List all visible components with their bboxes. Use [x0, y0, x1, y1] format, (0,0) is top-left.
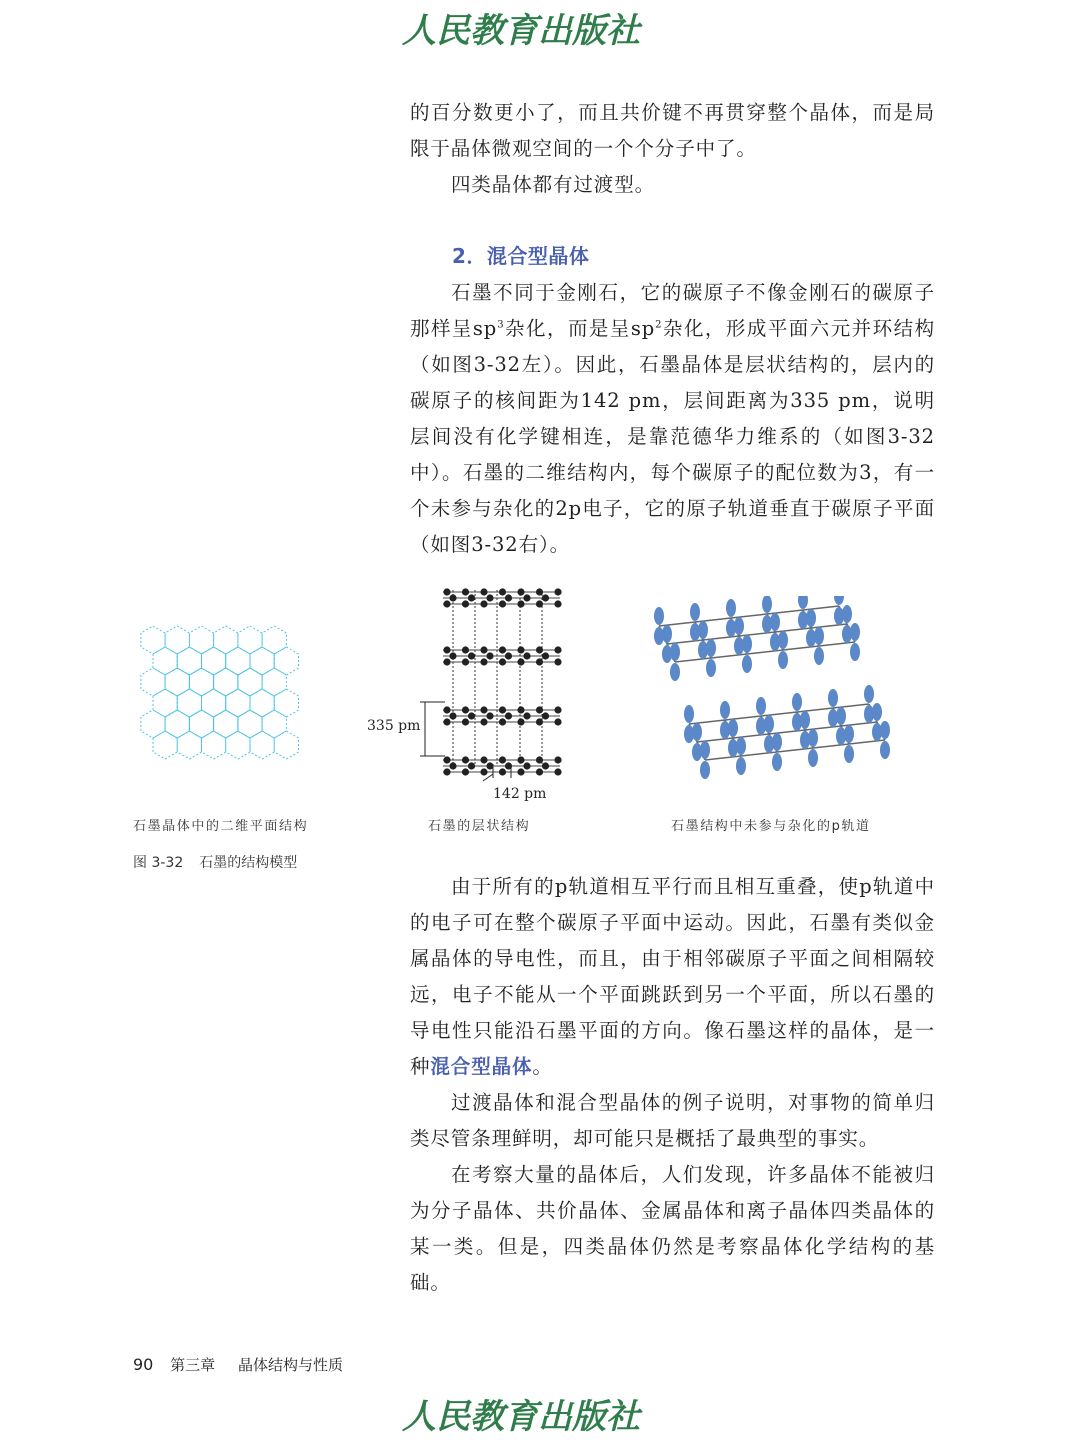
carbon-atom	[536, 756, 543, 763]
carbon-atom	[468, 652, 475, 659]
paragraph-graphite-text: 石墨不同于金刚石，它的碳原子不像金刚石的碳原子那样呈$sp^3$杂化，而是呈$sp^2$杂化，形成平面六元并环结构（如图3-32左）。因此，石墨晶体是层状结构的，层内的碳原子的核间距为142 pm，层间距离为335 pm，说明层间没有化学键相连，是靠范德华力维系的（如图3-32中）。石墨的二维结构内，每个碳原子的配位数为3，有一个未参与杂化的2p电子，它的原子轨道垂直于碳原子平面（如图3-32右）。	[410, 281, 935, 556]
p-orbital-lobe-top	[872, 703, 882, 721]
p-orbital-lobe-top	[670, 643, 680, 661]
carbon-atom	[480, 706, 487, 713]
figure-title: 石墨的结构模型	[199, 855, 298, 871]
paragraph-classification: 过渡晶体和混合型晶体的例子说明，对事物的简单归类尽管条理鲜明，却可能只是概括了最典型的事实。	[410, 1091, 935, 1150]
carbon-atom	[499, 658, 506, 665]
p-orbital-lobe-top	[706, 639, 716, 657]
p-orbital-lobe-top	[764, 715, 774, 733]
carbon-atom	[554, 658, 561, 665]
hexagon-ring	[262, 710, 286, 738]
carbon-atom	[505, 594, 512, 601]
p-orbital-lobe-top	[798, 596, 808, 609]
sigma-bond	[849, 740, 885, 744]
carbon-atom	[499, 768, 506, 775]
hexagon-ring	[274, 731, 298, 759]
carbon-atom	[517, 706, 524, 713]
carbon-atom	[443, 718, 450, 725]
sigma-bond	[747, 650, 783, 654]
hexagon-ring	[153, 689, 177, 717]
paragraph-graphite	[410, 275, 935, 563]
carbon-atom	[517, 658, 524, 665]
carbon-atom	[554, 768, 561, 775]
carbon-atom	[554, 756, 561, 763]
p-orbital-lobe-top	[834, 596, 844, 605]
p-orbital-lobe-bottom	[844, 745, 854, 763]
sigma-bond	[803, 606, 839, 610]
p-orbital-lobe-top	[742, 635, 752, 653]
figure-graphite-2d-lattice	[133, 618, 323, 770]
carbon-atom	[536, 646, 543, 653]
sigma-bond	[741, 752, 777, 756]
carbon-atom	[449, 712, 456, 719]
carbon-atom	[449, 652, 456, 659]
carbon-atom	[523, 652, 530, 659]
sigma-bond	[695, 618, 731, 622]
carbon-atom	[462, 768, 469, 775]
p-orbital-lobe-top	[864, 685, 874, 703]
p-orbital-lobe-top	[698, 621, 708, 639]
publisher-logo-bottom	[400, 1392, 685, 1438]
p-orbital-lobe-top	[806, 609, 816, 627]
hexagon-ring	[214, 710, 238, 738]
conductivity-end: 。	[532, 1055, 553, 1078]
p-orbital-lobe-top	[734, 617, 744, 635]
hexagon-ring	[202, 647, 226, 675]
sigma-bond	[813, 744, 849, 748]
hexagon-ring	[141, 710, 165, 738]
hexagon-ring	[214, 668, 238, 696]
caption-2d-lattice: 石墨晶体中的二维平面结构	[133, 819, 309, 834]
sigma-bond	[675, 658, 711, 662]
p-orbital-lobe-top	[772, 733, 782, 751]
p-orbital-lobe-top	[690, 603, 700, 621]
hexagon-ring	[262, 668, 286, 696]
p-orbital-lobe-bottom	[808, 749, 818, 767]
sigma-bond	[689, 720, 725, 724]
p-orbital-lobe-top	[842, 605, 852, 623]
p-orbital-lobe-top	[662, 625, 672, 643]
carbon-atom	[468, 712, 475, 719]
sigma-bond	[731, 614, 767, 618]
paragraph-intro: 的百分数更小了，而且共价键不再贯穿整个晶体，而是局限于晶体微观空间的一个个分子中了。	[410, 101, 935, 160]
sigma-bond	[777, 748, 813, 752]
carbon-atom	[462, 588, 469, 595]
p-orbital-lobe-top	[880, 721, 890, 739]
sigma-bond	[769, 730, 805, 734]
hexagon-ring	[202, 689, 226, 717]
hexagon-ring	[189, 668, 213, 696]
carbon-atom	[505, 712, 512, 719]
sigma-bond	[725, 716, 761, 720]
carbon-atom	[443, 588, 450, 595]
carbon-atom	[536, 768, 543, 775]
carbon-atom	[480, 768, 487, 775]
carbon-atom	[554, 600, 561, 607]
publisher-logo-text: 人民教育出版社	[402, 1397, 640, 1437]
carbon-atom	[480, 756, 487, 763]
carbon-atom	[468, 762, 475, 769]
figure-number	[133, 852, 313, 872]
carbon-atom	[462, 646, 469, 653]
hexagon-ring	[189, 710, 213, 738]
p-orbital-lobe-top	[756, 697, 766, 715]
carbon-atom	[449, 594, 456, 601]
hexagon-ring	[153, 647, 177, 675]
hexagon-ring	[202, 731, 226, 759]
carbon-atom	[542, 762, 549, 769]
carbon-atom	[462, 658, 469, 665]
hexagon-ring	[141, 668, 165, 696]
p-orbital-lobe-bottom	[736, 757, 746, 775]
hexagon-ring	[165, 626, 189, 654]
carbon-atom	[486, 594, 493, 601]
p-orbital-lobe-top	[800, 711, 810, 729]
carbon-atom	[517, 588, 524, 595]
carbon-atom	[480, 600, 487, 607]
p-orbital-lobe-top	[762, 596, 772, 613]
p-orbital-lobe-bottom	[850, 643, 860, 661]
carbon-atom	[443, 646, 450, 653]
publisher-logo-top	[400, 6, 685, 52]
carbon-atom	[517, 768, 524, 775]
sigma-bond	[667, 640, 703, 644]
carbon-atom	[517, 718, 524, 725]
sigma-bond	[833, 704, 869, 708]
carbon-atom	[499, 718, 506, 725]
p-orbital-lobe-bottom	[706, 659, 716, 677]
carbon-atom	[517, 646, 524, 653]
p-orbital-lobe-top	[844, 725, 854, 743]
p-orbital-lobe-top	[808, 729, 818, 747]
carbon-atom	[536, 658, 543, 665]
hexagon-ring	[189, 626, 213, 654]
carbon-atom	[536, 706, 543, 713]
hexagon-ring	[274, 689, 298, 717]
page-footer	[133, 1354, 343, 1375]
carbon-atom	[486, 652, 493, 659]
hexagon-ring	[177, 689, 201, 717]
term-mixed-crystal: 混合型晶体	[430, 1055, 533, 1078]
p-orbital-lobe-top	[778, 631, 788, 649]
carbon-atom	[462, 718, 469, 725]
carbon-atom	[499, 588, 506, 595]
sigma-bond	[767, 610, 803, 614]
p-orbital-lobe-top	[814, 627, 824, 645]
paragraph-conductivity	[410, 869, 935, 1085]
p-orbital-lobe-top	[720, 701, 730, 719]
carbon-atom	[449, 762, 456, 769]
bond-length-label: 142 pm	[493, 786, 547, 802]
sigma-bond	[703, 636, 739, 640]
p-orbital-lobe-top	[850, 623, 860, 641]
page-number: 90	[133, 1355, 154, 1374]
section-heading: 2．混合型晶体	[452, 244, 590, 268]
interlayer-distance-label: 335 pm	[367, 718, 421, 734]
p-orbital-lobe-top	[654, 607, 664, 625]
carbon-atom	[499, 756, 506, 763]
hexagon-ring	[165, 668, 189, 696]
paragraph-transition-types: 四类晶体都有过渡型。	[451, 173, 656, 196]
sigma-bond	[733, 734, 769, 738]
p-orbital-lobe-top	[792, 693, 802, 711]
sigma-bond	[775, 628, 811, 632]
carbon-atom	[505, 652, 512, 659]
sigma-bond	[697, 738, 733, 742]
sigma-bond	[797, 708, 833, 712]
carbon-atom	[523, 712, 530, 719]
hexagon-ring	[238, 668, 262, 696]
carbon-atom	[542, 652, 549, 659]
carbon-atom	[517, 600, 524, 607]
hexagon-ring	[214, 626, 238, 654]
p-orbital-lobe-top	[684, 705, 694, 723]
carbon-atom	[517, 756, 524, 763]
p-orbital-lobe-bottom	[772, 753, 782, 771]
carbon-atom	[480, 646, 487, 653]
hexagon-ring	[262, 626, 286, 654]
p-orbital-lobe-bottom	[814, 647, 824, 665]
carbon-atom	[523, 762, 530, 769]
carbon-atom	[542, 594, 549, 601]
hexagon-ring	[238, 710, 262, 738]
sigma-bond	[819, 642, 855, 646]
p-orbital-lobe-bottom	[880, 741, 890, 759]
hexagon-ring	[153, 731, 177, 759]
p-orbital-lobe-bottom	[778, 651, 788, 669]
carbon-atom	[443, 600, 450, 607]
figure-graphite-layers	[365, 578, 590, 806]
hexagon-ring	[165, 710, 189, 738]
sigma-bond	[841, 722, 877, 726]
carbon-atom	[468, 594, 475, 601]
carbon-atom	[554, 718, 561, 725]
carbon-atom	[554, 706, 561, 713]
hexagon-ring	[226, 731, 250, 759]
sigma-bond	[659, 622, 695, 626]
carbon-atom	[443, 706, 450, 713]
caption-p-orbitals: 石墨结构中未参与杂化的p轨道	[671, 819, 871, 834]
paragraph-basis: 在考察大量的晶体后，人们发现，许多晶体不能被归为分子晶体、共价晶体、金属晶体和离子晶体四类晶体的某一类。但是，四类晶体仍然是考察晶体化学结构的基础。	[410, 1163, 935, 1294]
carbon-atom	[443, 768, 450, 775]
p-orbital-lobe-bottom	[742, 655, 752, 673]
sigma-bond	[811, 624, 847, 628]
hexagon-ring	[250, 731, 274, 759]
conductivity-text: 由于所有的p轨道相互平行而且相互重叠，使p轨道中的电子可在整个碳原子平面中运动。因此，石墨有类似金属晶体的导电性，而且，由于相邻碳原子平面之间相隔较远，电子不能从一个平面跳跃到另一个平面，所以石墨的导电性只能沿石墨平面的方向。像石墨这样的晶体，是一种	[410, 875, 935, 1078]
p-orbital-lobe-bottom	[670, 663, 680, 681]
figure-p-orbitals	[645, 596, 900, 786]
sigma-bond	[783, 646, 819, 650]
sigma-bond	[739, 632, 775, 636]
p-orbital-lobe-bottom	[700, 761, 710, 779]
sigma-bond	[711, 654, 747, 658]
hexagon-ring	[177, 731, 201, 759]
carbon-atom	[536, 600, 543, 607]
p-orbital-lobe-top	[736, 737, 746, 755]
hexagon-ring	[226, 647, 250, 675]
hexagon-ring	[250, 647, 274, 675]
figure-number-label: 图 3-32	[133, 855, 184, 871]
carbon-atom	[486, 712, 493, 719]
sigma-bond	[705, 756, 741, 760]
carbon-atom	[462, 600, 469, 607]
carbon-atom	[523, 594, 530, 601]
hexagon-ring	[250, 689, 274, 717]
p-orbital-lobe-top	[728, 719, 738, 737]
carbon-atom	[480, 588, 487, 595]
carbon-atom	[554, 646, 561, 653]
carbon-atom	[443, 756, 450, 763]
sigma-bond	[805, 726, 841, 730]
chapter-label: 第三章	[170, 1356, 216, 1374]
p-orbital-lobe-top	[770, 613, 780, 631]
p-orbital-lobe-top	[692, 723, 702, 741]
carbon-atom	[443, 658, 450, 665]
carbon-atom	[480, 718, 487, 725]
carbon-atom	[542, 712, 549, 719]
publisher-logo-text: 人民教育出版社	[402, 11, 640, 51]
sigma-bond	[761, 712, 797, 716]
p-orbital-lobe-top	[828, 689, 838, 707]
hexagon-ring	[238, 626, 262, 654]
carbon-atom	[499, 600, 506, 607]
hexagon-ring	[274, 647, 298, 675]
carbon-atom	[536, 718, 543, 725]
hexagon-ring	[141, 626, 165, 654]
carbon-atom	[499, 646, 506, 653]
chapter-title: 晶体结构与性质	[237, 1356, 343, 1374]
carbon-atom	[554, 588, 561, 595]
carbon-atom	[480, 658, 487, 665]
carbon-atom	[462, 756, 469, 763]
carbon-atom	[536, 588, 543, 595]
p-orbital-lobe-top	[836, 707, 846, 725]
carbon-atom	[462, 706, 469, 713]
p-orbital-lobe-top	[726, 599, 736, 617]
hexagon-ring	[177, 647, 201, 675]
caption-layers: 石墨的层状结构	[428, 819, 531, 834]
hexagon-ring	[226, 689, 250, 717]
p-orbital-lobe-top	[700, 741, 710, 759]
carbon-atom	[499, 706, 506, 713]
